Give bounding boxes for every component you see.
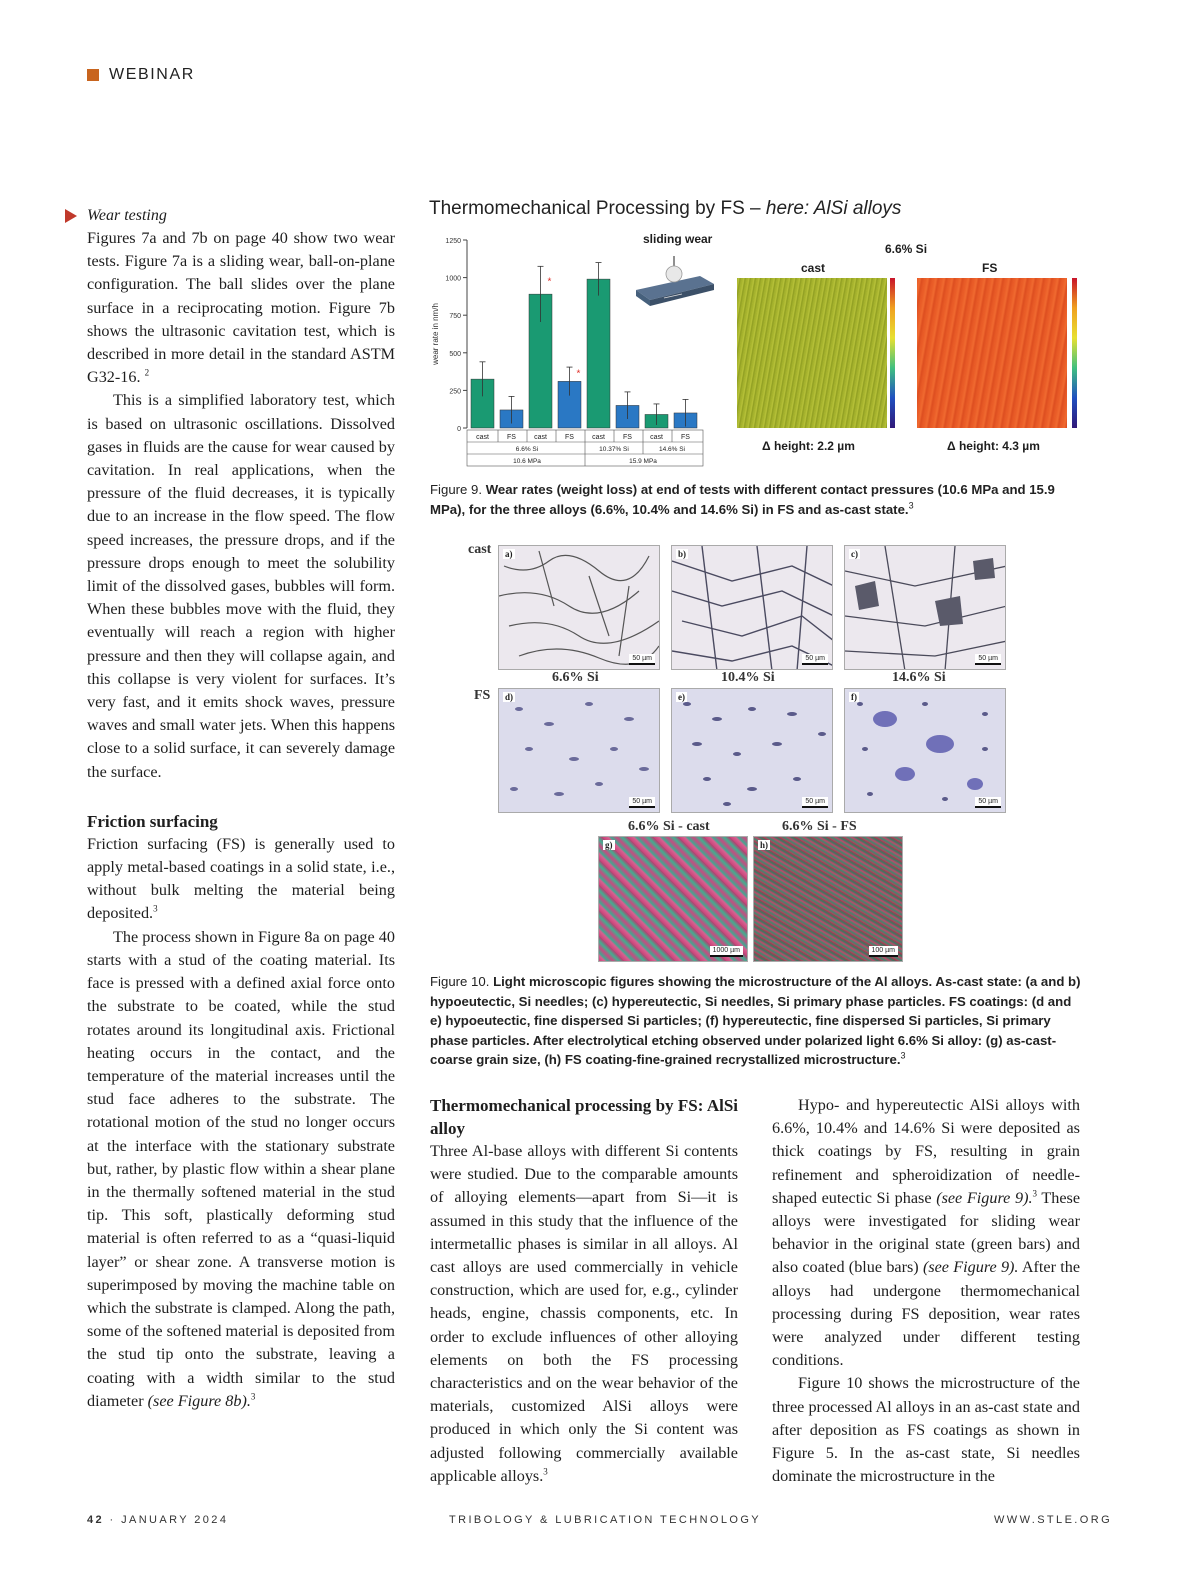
figure-9 xyxy=(429,198,1089,473)
paragraph xyxy=(430,1140,738,1488)
caption-prefix: Figure 10. xyxy=(430,974,490,989)
paragraph xyxy=(772,1372,1080,1488)
color-scale-bar xyxy=(890,278,895,428)
right-column xyxy=(772,1094,1080,1488)
section-header xyxy=(87,66,195,84)
particle-pattern xyxy=(672,689,833,813)
category-label: FS xyxy=(507,434,516,441)
row-label-cast: cast xyxy=(468,542,492,557)
paragraph-text: Three Al-base alloys with different Si contents were studied. Due to the comparable amounts of alloying elements—apart from Si—it is assumed in this study that the influence of the intermetallic phases is similar in all alloys. Al cast alloys are used commercially in vehicle construction, which are used for, e.g., cylinder heads, engine, chassis components, etc. In order to exclude influences of other alloying elements on both the FS processing characteristics and on the wear behavior of the materials, customized AlSi alloys were produced in which only the Si content was adjusted following commercially available applicable alloys. xyxy=(430,1142,738,1485)
reference: 3 xyxy=(250,1391,256,1402)
micrograph-g xyxy=(598,836,748,962)
left-column xyxy=(87,205,395,1413)
page-number: 42 xyxy=(87,1514,105,1526)
header-square-icon xyxy=(87,69,99,81)
color-scale-bar xyxy=(1072,278,1077,428)
reference: 3 xyxy=(153,904,158,915)
row-label-fs: FS xyxy=(474,688,491,703)
figure-10 xyxy=(466,540,1011,965)
figure-title xyxy=(429,198,901,220)
figure-reference: (see Figure 8b). xyxy=(147,1391,251,1410)
kicker-text: Wear testing xyxy=(87,207,167,224)
micrograph-label: c) xyxy=(851,549,858,559)
figure-reference: (see Figure 9). xyxy=(936,1188,1033,1207)
reference: 3 xyxy=(543,1466,548,1477)
reference: 2 xyxy=(144,367,150,378)
micrograph-a xyxy=(498,545,660,670)
y-tick-label: 1000 xyxy=(445,275,461,283)
micrograph-label: f) xyxy=(851,692,857,702)
scale-bar: 50 µm xyxy=(802,654,828,665)
cast-surface-height-map xyxy=(737,278,887,428)
paragraph-text: This is a simplified laboratory test, which is based on ultrasonic oscillations. Dissolved gases in fluids are the cause for wear caused by cavitation. In real applications, when the pressure of the fluid decreases, it is typically due to an increase in the flow speed. The flow speed increases, the pressure drops, and if the pressure drops enough to meet the solubility limit of the dissolved gases, bubbles will form. When these bubbles move with the fluid, they eventually will reach a region with higher pressure and then they will collapse again, and this collapse is very violent for surfaces. It’s very fast, and it emits shock waves, pressure waves and small water jets. When this happens close to a solid surface, it can severely damage the surface. xyxy=(87,391,395,781)
category-label: cast xyxy=(650,434,663,441)
caption-text: Wear rates (weight loss) at end of tests with different contact pressures (10.6 MPa and 15.9 MPa), for the three alloys (6.6%, 10.4% and 14.6% Si) in FS and as-cast state. xyxy=(430,482,1055,517)
section-kicker xyxy=(87,205,395,227)
publication-name: TRIBOLOGY & LUBRICATION TECHNOLOGY xyxy=(449,1514,762,1526)
kicker-arrow-icon xyxy=(65,209,77,223)
caption-text: Light microscopic figures showing the microstructure of the Al alloys. As-cast state: (a and b) hypoeutectic, Si needles; (c) hypereutectic, Si needles, Si primary phase particles. FS coatings: (d and e) hypoeutectic, fine dispersed Si particles; (f) hypereutectic, fine dispersed Si particles, Si primary phase particles. After electrolytical etching observed under polarized light 6.6% Si alloy: (g) as-cast-coarse grain size, (h) FS coating-fine-grained recrystallized microstructure. xyxy=(430,974,1081,1067)
scale-bar: 50 µm xyxy=(629,654,655,665)
alloy-group-label: 14.6% Si xyxy=(658,446,686,453)
column-label-10-4: 10.4% Si xyxy=(721,670,775,685)
category-label: FS xyxy=(565,434,574,441)
reference: 3 xyxy=(908,500,914,511)
category-label: FS xyxy=(681,434,690,441)
micrograph-label: g) xyxy=(605,840,613,850)
category-label: FS xyxy=(623,434,632,441)
significance-marker: * xyxy=(576,368,581,380)
pressure-group-label: 10.6 MPa xyxy=(513,458,541,465)
category-label: cast xyxy=(476,434,489,441)
paragraph-text: Friction surfacing (FS) is generally used to apply metal-based coatings in a solid state, i.e., without bulk melting the material being deposited. xyxy=(87,834,395,923)
particle-pattern xyxy=(499,689,660,813)
middle-column xyxy=(430,1094,738,1488)
header-label: WEBINAR xyxy=(109,66,195,83)
micrograph-h xyxy=(753,836,903,962)
sliding-wear-label: sliding wear xyxy=(643,232,713,246)
pressure-group-label: 15.9 MPa xyxy=(629,458,657,465)
micrograph-label: h) xyxy=(760,840,769,850)
category-label: cast xyxy=(592,434,605,441)
micrograph-d xyxy=(498,688,660,813)
micrograph-label: a) xyxy=(505,549,513,559)
paragraph xyxy=(87,227,395,389)
polar-label-cast: 6.6% Si - cast xyxy=(628,819,710,834)
particle-pattern xyxy=(845,689,1006,813)
paragraph-text: Figures 7a and 7b on page 40 show two wear tests. Figure 7a is a sliding wear, ball-on-plane configuration. The ball slides over the plane surface in a reciprocating motion. Figure 7b shows the ultrasonic cavitation test, which is described in more detail in the standard ASTM G32-16. xyxy=(87,229,395,387)
paragraph xyxy=(87,389,395,783)
paragraph xyxy=(87,926,395,1413)
paragraph-text: Hypo- and hypereutectic AlSi alloys with 6.6%, 10.4% and 14.6% Si were deposited as thick coatings by FS, resulting in grain refinement and spheroidization of needle-shaped eutectic Si phase xyxy=(772,1096,1080,1207)
caption-prefix: Figure 9. xyxy=(430,482,483,497)
scale-bar: 50 µm xyxy=(629,797,655,808)
micrograph-f xyxy=(844,688,1006,813)
y-axis-label: wear rate in nm/h xyxy=(431,303,440,365)
scale-bar: 50 µm xyxy=(975,654,1001,665)
scale-bar: 100 µm xyxy=(869,946,899,957)
alloy-group-label: 10.37% Si xyxy=(599,446,629,453)
y-tick-label: 500 xyxy=(449,350,461,358)
reference: 3 xyxy=(900,1050,906,1061)
alloy-group-label: 6.6% Si xyxy=(515,446,539,453)
figure-title-italic: here: AlSi alloys xyxy=(765,198,902,219)
scale-bar: 1000 µm xyxy=(710,946,743,957)
paragraph-text: These alloys were investigated for sliding wear behavior in the original state (green bars) and also coated (blue bars) xyxy=(772,1188,1081,1277)
website: WWW.STLE.ORG xyxy=(994,1514,1113,1526)
figure-reference: (see Figure 9). xyxy=(922,1258,1019,1277)
fs-surface-height-map xyxy=(917,278,1067,428)
paragraph-text: Figure 10 shows the microstructure of the three processed Al alloys in an as-cast state and after deposition as FS coatings as shown in Figure 5. In the as-cast state, Si needles dominate the microstructure in the xyxy=(772,1374,1080,1486)
ball-on-plane-icon xyxy=(634,250,714,310)
reference: 3 xyxy=(1032,1188,1038,1199)
micrograph-c xyxy=(844,545,1006,670)
scale-bar: 50 µm xyxy=(802,797,828,808)
needle-pattern xyxy=(499,546,660,670)
footer-separator: · xyxy=(109,1514,116,1526)
micrograph-label: d) xyxy=(505,692,514,702)
y-tick-label: 750 xyxy=(449,313,461,321)
figure-10-caption xyxy=(430,972,1085,1070)
figure-title-main: Thermomechanical Processing by FS – xyxy=(429,198,766,219)
polar-label-fs: 6.6% Si - FS xyxy=(782,819,857,834)
paragraph xyxy=(87,833,395,926)
paragraph xyxy=(772,1094,1080,1372)
cast-map-label: cast xyxy=(801,261,826,275)
issue-date: JANUARY 2024 xyxy=(121,1514,229,1526)
section-heading: Thermomechanical processing by FS: AlSi alloy xyxy=(430,1096,738,1138)
needle-pattern xyxy=(845,546,1006,670)
column-label-14-6: 14.6% Si xyxy=(892,670,946,685)
alloy-label: 6.6% Si xyxy=(885,242,928,256)
needle-pattern xyxy=(672,546,833,670)
paragraph-text: After the alloys had undergone thermomechanical processing during FS deposition, wear rates were analyzed under different testing conditions. xyxy=(772,1258,1081,1370)
column-label-6-6: 6.6% Si xyxy=(552,670,599,685)
bar xyxy=(587,279,610,428)
cast-delta-height: Δ height: 2.2 µm xyxy=(762,439,855,453)
fs-delta-height: Δ height: 4.3 µm xyxy=(947,439,1040,453)
paragraph-text: The process shown in Figure 8a on page 40 starts with a stud of the coating material. Its face is pressed with a defined axial force onto the substrate to be coated, while the stud rotates around its longitudinal axis. Frictional heating occurs in the contact, and the temperature of the material increases until the stud face adheres to the substrate. The rotational motion of the stud no longer occurs at the interface with the stationary substrate but, rather, by plastic flow within a shear plane in the thermally softened material in the stud tip. This soft, plastically deforming stud material is often referred to as a “quasi-liquid layer” or shear zone. A transverse motion is superimposed by moving the machine table on which the substrate is clamped. Along the path, some of the softened material is deposited from the stud tip onto the substrate, leaving a coating with a width similar to the stud diameter xyxy=(87,927,395,1410)
micrograph-b xyxy=(671,545,833,670)
figure-9-caption xyxy=(430,480,1085,519)
micrograph-e xyxy=(671,688,833,813)
significance-marker: * xyxy=(547,276,552,288)
y-tick-label: 0 xyxy=(457,426,461,433)
footer-left xyxy=(87,1514,228,1526)
y-tick-label: 1250 xyxy=(445,238,461,245)
scale-bar: 50 µm xyxy=(975,797,1001,808)
y-tick-label: 250 xyxy=(449,388,461,396)
section-heading: Friction surfacing xyxy=(87,811,218,831)
fs-map-label: FS xyxy=(982,261,998,275)
micrograph-label: e) xyxy=(678,692,685,702)
category-label: cast xyxy=(534,434,547,441)
micrograph-label: b) xyxy=(678,549,687,559)
